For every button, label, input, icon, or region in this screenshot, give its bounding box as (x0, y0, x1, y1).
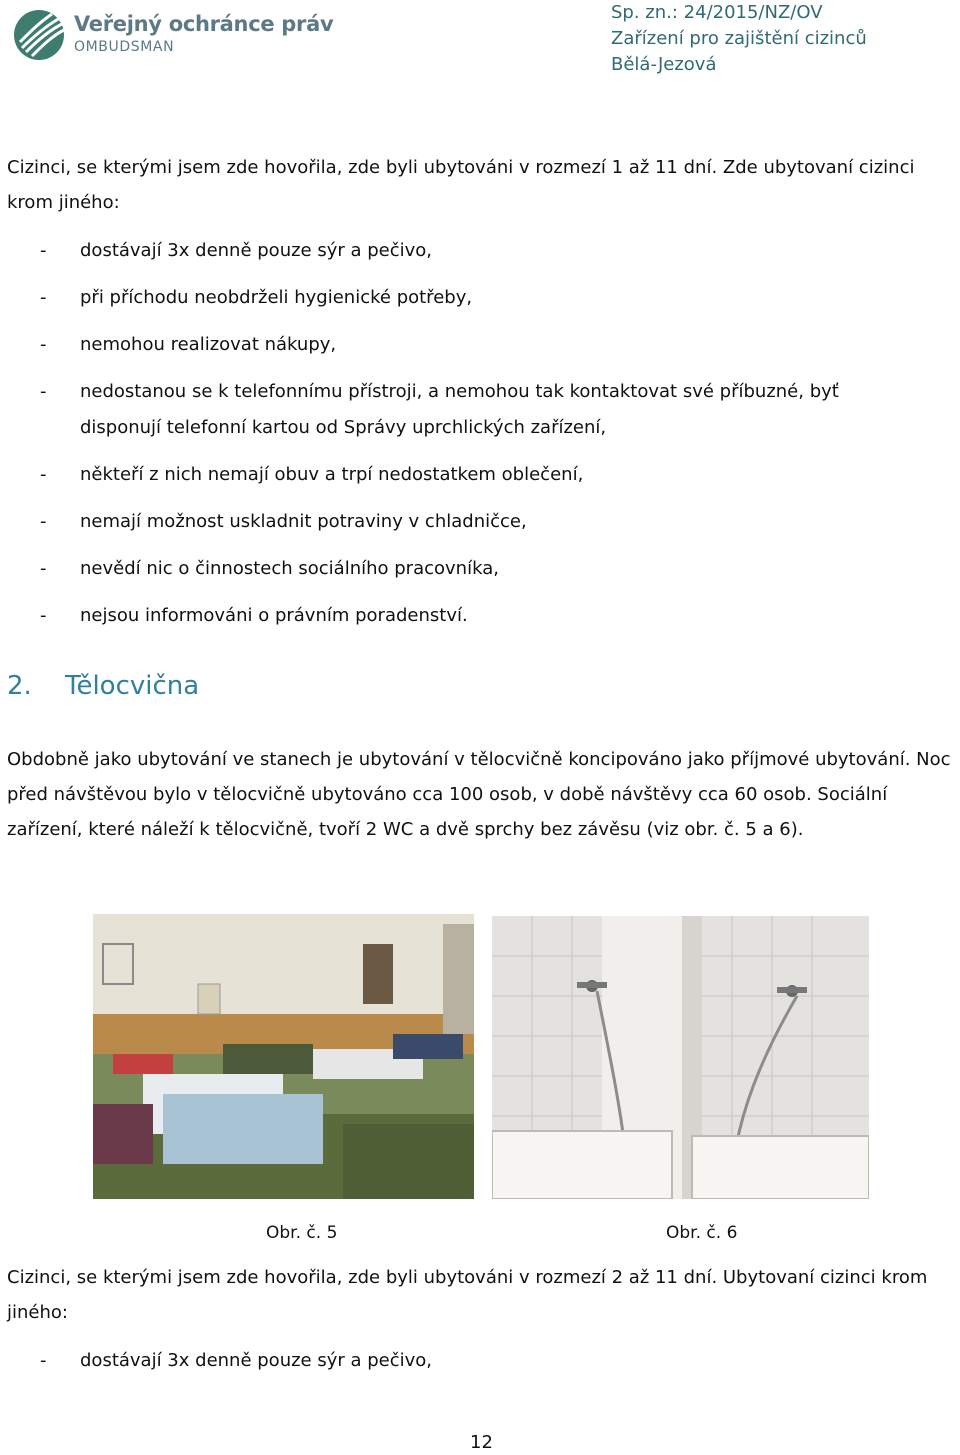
gym-photo (93, 914, 474, 1199)
gym-photo-image (93, 914, 474, 1199)
figure-caption-6: Obr. č. 6 (666, 1223, 738, 1243)
list-item: - při příchodu neobdrželi hygienické potřeby, (40, 280, 940, 316)
findings-list (40, 233, 940, 634)
gym-paragraph: Obdobně jako ubytování ve stanech je ubytování v tělocvičně koncipováno jako příjmové ubytování. Noc před návštěvou bylo v tělocvičně ubytováno cca 100 osob, v době návštěvy cca 60 osob. Sociální zařízení, které náleží k tělocvičně, tvoří 2 WC a dvě sprchy bez závěsu (viz obr. č. 5 a 6). (7, 749, 951, 840)
list-dash: - (40, 511, 47, 532)
list-dash: - (40, 287, 47, 308)
list-dash: - (40, 1350, 47, 1371)
shower-photo (492, 916, 869, 1199)
list-item: - někteří z nich nemají obuv a trpí nedostatkem oblečení, (40, 457, 940, 493)
reference-facility: Zařízení pro zajištění cizinců (611, 28, 867, 49)
section-title: Tělocvična (65, 671, 200, 701)
ombudsman-emblem-icon (12, 8, 68, 64)
list-dash: - (40, 558, 47, 579)
figure-caption-5: Obr. č. 5 (266, 1223, 338, 1243)
logo-title: Veřejný ochránce práv (74, 12, 334, 36)
list-item: - dostávají 3x denně pouze sýr a pečivo, (40, 1343, 940, 1379)
list-item: - nejsou informováni o právním poradenství. (40, 598, 940, 634)
list-dash: - (40, 381, 47, 402)
ombudsman-logo (12, 8, 334, 64)
list-dash: - (40, 464, 47, 485)
intro-paragraph: Cizinci, se kterými jsem zde hovořila, zde byli ubytováni v rozmezí 1 až 11 dní. Zde ubytovaní cizinci krom jiného: (7, 157, 915, 213)
reference-location: Bělá-Jezová (611, 54, 717, 75)
list-item: - nemají možnost uskladnit potraviny v chladničce, (40, 504, 940, 540)
list-dash: - (40, 240, 47, 261)
file-reference (611, 0, 867, 78)
list-item: - dostávají 3x denně pouze sýr a pečivo, (40, 233, 940, 269)
section-heading (7, 671, 199, 701)
list-item: - nevědí nic o činnostech sociálního pracovníka, (40, 551, 940, 587)
list-dash: - (40, 334, 47, 355)
section-number: 2. (7, 671, 32, 701)
page-number: 12 (470, 1432, 493, 1453)
logo-subtitle: OMBUDSMAN (74, 39, 175, 55)
reference-number: Sp. zn.: 24/2015/NZ/OV (611, 2, 823, 23)
list-dash: - (40, 605, 47, 626)
gym-intro-paragraph: Cizinci, se kterými jsem zde hovořila, zde byli ubytováni v rozmezí 2 až 11 dní. Ubytovaní cizinci krom jiného: (7, 1267, 928, 1323)
shower-photo-image (492, 916, 869, 1199)
list-item: - nedostanou se k telefonnímu přístroji, a nemohou tak kontaktovat své příbuzné, byť disponují telefonní kartou od Správy uprchlických zařízení, (40, 374, 920, 446)
gym-findings-list (40, 1343, 940, 1379)
list-item: - nemohou realizovat nákupy, (40, 327, 940, 363)
